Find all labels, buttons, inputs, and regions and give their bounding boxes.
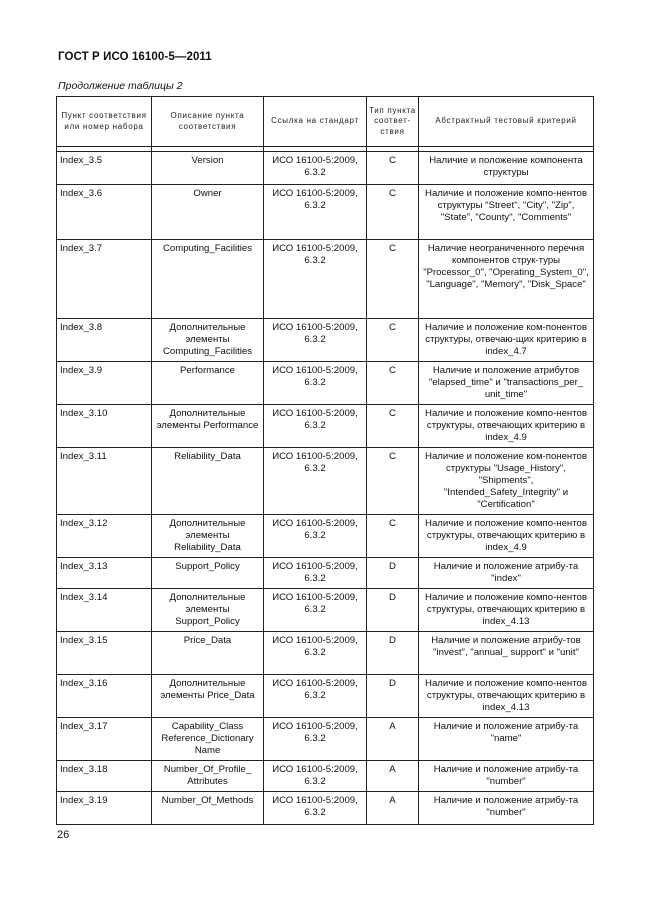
row-type-cell: A: [367, 761, 419, 792]
row-type-cell: C: [367, 448, 419, 515]
row-criterion-cell: Наличие и положение атрибу-та "index": [419, 558, 594, 589]
row-description-cell: Price_Data: [152, 632, 264, 675]
row-reference-cell: ИСО 16100-5:2009, 6.3.2: [264, 718, 367, 761]
row-type-cell: C: [367, 185, 419, 240]
row-reference-cell: ИСО 16100-5:2009, 6.3.2: [264, 405, 367, 448]
row-id-cell: Index_3.8: [57, 319, 152, 362]
row-reference-cell: ИСО 16100-5:2009, 6.3.2: [264, 152, 367, 185]
table-header-row: [57, 97, 594, 147]
row-criterion-cell: Наличие и положение ком-понентов структуры, отвечаю-щих критерию в index_4.7: [419, 319, 594, 362]
row-criterion-cell: Наличие и положение компо-нентов структуры, отвечающих критерию в index_4.9: [419, 515, 594, 558]
page-number: 26: [57, 829, 70, 841]
row-reference-cell: ИСО 16100-5:2009, 6.3.2: [264, 448, 367, 515]
row-reference-cell: ИСО 16100-5:2009, 6.3.2: [264, 589, 367, 632]
row-description-cell: Support_Policy: [152, 558, 264, 589]
row-type-cell: C: [367, 362, 419, 405]
row-reference-cell: ИСО 16100-5:2009, 6.3.2: [264, 240, 367, 319]
row-id-cell: Index_3.9: [57, 362, 152, 405]
row-criterion-cell: Наличие и положение компонента структуры: [419, 152, 594, 185]
row-id-cell: Index_3.7: [57, 240, 152, 319]
row-id-cell: Index_3.6: [57, 185, 152, 240]
row-criterion-cell: Наличие и положение компо-нентов структуры, отвечающих критерию в index_4.13: [419, 589, 594, 632]
row-description-cell: Version: [152, 152, 264, 185]
header-standard-reference: Ссылка на стандарт: [264, 97, 367, 147]
table-body: [57, 152, 594, 825]
row-id-cell: Index_3.15: [57, 632, 152, 675]
table-row: [57, 792, 594, 825]
header-conformance-item: Пункт соответствия или номер набора: [57, 97, 152, 147]
row-criterion-cell: Наличие и положение атрибутов "elapsed_time" и "transactions_per_ unit_time": [419, 362, 594, 405]
row-description-cell: Number_Of_Profile_ Attributes: [152, 761, 264, 792]
row-id-cell: Index_3.17: [57, 718, 152, 761]
row-reference-cell: ИСО 16100-5:2009, 6.3.2: [264, 185, 367, 240]
row-type-cell: A: [367, 718, 419, 761]
table-row: [57, 632, 594, 675]
row-type-cell: C: [367, 240, 419, 319]
row-description-cell: Дополнительные элементы Support_Policy: [152, 589, 264, 632]
row-type-cell: C: [367, 319, 419, 362]
table-row: [57, 558, 594, 589]
row-reference-cell: ИСО 16100-5:2009, 6.3.2: [264, 515, 367, 558]
row-type-cell: D: [367, 675, 419, 718]
conformance-table: [56, 96, 594, 825]
row-id-cell: Index_3.11: [57, 448, 152, 515]
row-id-cell: Index_3.14: [57, 589, 152, 632]
row-description-cell: Дополнительные элементы Computing_Facilities: [152, 319, 264, 362]
row-criterion-cell: Наличие и положение атрибу-та "number": [419, 761, 594, 792]
row-type-cell: C: [367, 405, 419, 448]
table-row: [57, 448, 594, 515]
row-type-cell: C: [367, 152, 419, 185]
table-row: [57, 240, 594, 319]
row-description-cell: Owner: [152, 185, 264, 240]
document-title: ГОСТ Р ИСО 16100-5—2011: [58, 51, 212, 63]
row-criterion-cell: Наличие и положение атрибу-тов "invest", "annual_ support" и "unit": [419, 632, 594, 675]
row-criterion-cell: Наличие и положение компо-нентов структуры, отвечающих критерию в index_4.9: [419, 405, 594, 448]
table-row: [57, 362, 594, 405]
row-id-cell: Index_3.19: [57, 792, 152, 825]
row-reference-cell: ИСО 16100-5:2009, 6.3.2: [264, 675, 367, 718]
row-reference-cell: ИСО 16100-5:2009, 6.3.2: [264, 792, 367, 825]
row-type-cell: D: [367, 558, 419, 589]
header-description: Описание пункта соответствия: [152, 97, 264, 147]
table-row: [57, 589, 594, 632]
row-id-cell: Index_3.10: [57, 405, 152, 448]
table-row: [57, 515, 594, 558]
table-row: [57, 761, 594, 792]
row-reference-cell: ИСО 16100-5:2009, 6.3.2: [264, 362, 367, 405]
row-reference-cell: ИСО 16100-5:2009, 6.3.2: [264, 558, 367, 589]
row-id-cell: Index_3.16: [57, 675, 152, 718]
row-description-cell: Number_Of_Methods: [152, 792, 264, 825]
row-description-cell: Computing_Facilities: [152, 240, 264, 319]
row-criterion-cell: Наличие и положение атрибу-та "number": [419, 792, 594, 825]
row-description-cell: Дополнительные элементы Price_Data: [152, 675, 264, 718]
table-row: [57, 675, 594, 718]
table-row: [57, 405, 594, 448]
row-id-cell: Index_3.13: [57, 558, 152, 589]
row-description-cell: Дополнительные элементы Reliability_Data: [152, 515, 264, 558]
row-type-cell: C: [367, 515, 419, 558]
row-type-cell: D: [367, 632, 419, 675]
row-description-cell: Дополнительные элементы Performance: [152, 405, 264, 448]
table-row: [57, 718, 594, 761]
row-type-cell: A: [367, 792, 419, 825]
row-type-cell: D: [367, 589, 419, 632]
table-continuation-label: Продолжение таблицы 2: [58, 80, 183, 92]
table-row: [57, 152, 594, 185]
table-row: [57, 319, 594, 362]
row-description-cell: Performance: [152, 362, 264, 405]
row-reference-cell: ИСО 16100-5:2009, 6.3.2: [264, 319, 367, 362]
row-criterion-cell: Наличие и положение компо-нентов структуры "Street", "City", "Zip", "State", "County", "Comments": [419, 185, 594, 240]
row-id-cell: Index_3.12: [57, 515, 152, 558]
row-criterion-cell: Наличие и положение атрибу-та "name": [419, 718, 594, 761]
row-description-cell: Capability_Class Reference_Dictionary Name: [152, 718, 264, 761]
row-id-cell: Index_3.5: [57, 152, 152, 185]
header-test-criterion: Абстрактный тестовый критерий: [419, 97, 594, 147]
row-criterion-cell: Наличие и положение компо-нентов структуры, отвечающих критерию в index_4.13: [419, 675, 594, 718]
row-reference-cell: ИСО 16100-5:2009, 6.3.2: [264, 761, 367, 792]
row-id-cell: Index_3.18: [57, 761, 152, 792]
row-description-cell: Reliability_Data: [152, 448, 264, 515]
header-type: Тип пункта соответ-ствия: [367, 97, 419, 147]
row-criterion-cell: Наличие и положение ком-понентов структуры "Usage_History", "Shipments", "Intended_Safety_Integrity" и "Certification": [419, 448, 594, 515]
row-reference-cell: ИСО 16100-5:2009, 6.3.2: [264, 632, 367, 675]
table-row: [57, 185, 594, 240]
row-criterion-cell: Наличие неограниченного перечня компонентов струк-туры "Processor_0", "Operating_System_0", "Language", "Memory", "Disk_Space": [419, 240, 594, 319]
